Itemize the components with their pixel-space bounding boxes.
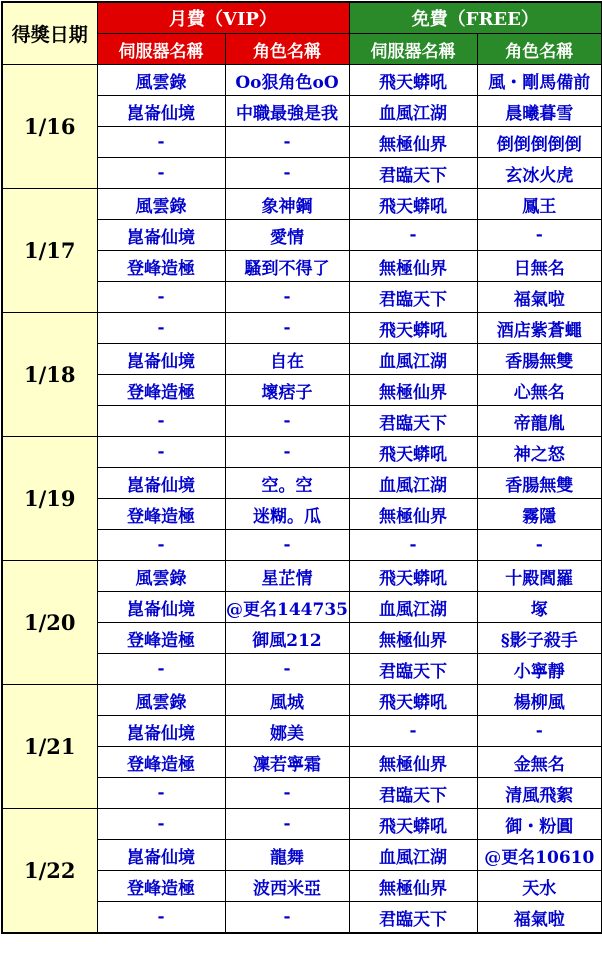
vip-server-cell: 崑崙仙境: [97, 220, 225, 251]
vip-group-header: 月費（VIP）: [97, 2, 349, 34]
free-server-cell: 飛天蟒吼: [349, 685, 477, 716]
vip-role-cell: -: [225, 809, 349, 840]
free-server-cell: 飛天蟒吼: [349, 561, 477, 592]
free-server-cell: 飛天蟒吼: [349, 189, 477, 220]
vip-server-cell: -: [97, 282, 225, 313]
free-server-cell: 君臨天下: [349, 406, 477, 437]
free-role-cell: 玄冰火虎: [477, 158, 602, 189]
free-role-cell: 神之怒: [477, 437, 602, 468]
table-row: [2, 313, 602, 344]
vip-server-cell: 崑崙仙境: [97, 592, 225, 623]
free-server-cell: 無極仙界: [349, 127, 477, 158]
free-server-cell: 無極仙界: [349, 375, 477, 406]
free-server-cell: 無極仙界: [349, 623, 477, 654]
free-server-cell: 君臨天下: [349, 902, 477, 934]
free-role-cell: §影子殺手: [477, 623, 602, 654]
free-role-cell: 清風飛絮: [477, 778, 602, 809]
free-role-cell: -: [477, 530, 602, 561]
vip-server-header: 伺服器名稱: [97, 34, 225, 65]
free-role-cell: 塚: [477, 592, 602, 623]
free-server-cell: -: [349, 716, 477, 747]
vip-role-cell: 自在: [225, 344, 349, 375]
vip-server-cell: 風雲錄: [97, 685, 225, 716]
free-role-cell: 天水: [477, 871, 602, 902]
vip-role-cell: 中職最強是我: [225, 96, 349, 127]
vip-role-cell: 凜若寧霜: [225, 747, 349, 778]
free-role-cell: 日無名: [477, 251, 602, 282]
free-server-cell: 無極仙界: [349, 499, 477, 530]
free-role-cell: 香腸無雙: [477, 344, 602, 375]
free-server-cell: 飛天蟒吼: [349, 65, 477, 96]
vip-server-cell: 登峰造極: [97, 871, 225, 902]
vip-role-cell: -: [225, 406, 349, 437]
free-role-cell: 楊柳風: [477, 685, 602, 716]
free-server-cell: 君臨天下: [349, 778, 477, 809]
vip-role-cell: 星芷情: [225, 561, 349, 592]
free-role-cell: 小寧靜: [477, 654, 602, 685]
vip-server-cell: -: [97, 127, 225, 158]
vip-server-cell: 登峰造極: [97, 251, 225, 282]
free-role-cell: 香腸無雙: [477, 468, 602, 499]
vip-role-cell: 壞痞子: [225, 375, 349, 406]
free-role-cell: 風・剛馬備前: [477, 65, 602, 96]
free-server-cell: 飛天蟒吼: [349, 313, 477, 344]
vip-role-cell: -: [225, 282, 349, 313]
vip-role-cell: -: [225, 902, 349, 934]
vip-server-cell: -: [97, 902, 225, 934]
free-server-cell: 無極仙界: [349, 251, 477, 282]
vip-server-cell: 登峰造極: [97, 623, 225, 654]
free-role-cell: 心無名: [477, 375, 602, 406]
free-server-cell: 血風江湖: [349, 468, 477, 499]
free-role-cell: 鳳王: [477, 189, 602, 220]
award-table-body: [2, 65, 602, 934]
award-date-cell: 1/19: [2, 437, 97, 561]
free-server-cell: 君臨天下: [349, 654, 477, 685]
vip-role-cell: 波西米亞: [225, 871, 349, 902]
free-role-cell: 酒店紫蒼蠅: [477, 313, 602, 344]
award-date-cell: 1/22: [2, 809, 97, 934]
vip-server-cell: 登峰造極: [97, 375, 225, 406]
vip-server-cell: -: [97, 437, 225, 468]
free-server-cell: 君臨天下: [349, 282, 477, 313]
vip-server-cell: 風雲錄: [97, 189, 225, 220]
vip-server-cell: -: [97, 778, 225, 809]
free-server-cell: 血風江湖: [349, 344, 477, 375]
vip-role-cell: 空。空: [225, 468, 349, 499]
free-server-cell: -: [349, 530, 477, 561]
vip-server-cell: 崑崙仙境: [97, 344, 225, 375]
vip-server-cell: -: [97, 809, 225, 840]
free-server-cell: 血風江湖: [349, 96, 477, 127]
vip-role-cell: -: [225, 313, 349, 344]
vip-role-cell: 象神鋼: [225, 189, 349, 220]
vip-role-cell: -: [225, 437, 349, 468]
vip-server-cell: -: [97, 313, 225, 344]
table-row: [2, 189, 602, 220]
free-role-cell: 霧隱: [477, 499, 602, 530]
award-date-cell: 1/16: [2, 65, 97, 189]
vip-role-cell: -: [225, 778, 349, 809]
vip-server-cell: 登峰造極: [97, 747, 225, 778]
vip-server-cell: -: [97, 158, 225, 189]
free-role-header: 角色名稱: [477, 34, 602, 65]
vip-role-cell: 龍舞: [225, 840, 349, 871]
table-row: [2, 437, 602, 468]
vip-role-cell: 騷到不得了: [225, 251, 349, 282]
vip-server-cell: -: [97, 530, 225, 561]
vip-role-cell: 御風212: [225, 623, 349, 654]
award-winners-table: [1, 1, 602, 934]
free-role-cell: 晨曦暮雪: [477, 96, 602, 127]
table-row: [2, 685, 602, 716]
vip-role-cell: 迷糊。瓜: [225, 499, 349, 530]
free-role-cell: 御・粉圓: [477, 809, 602, 840]
free-server-cell: 血風江湖: [349, 592, 477, 623]
date-column-header: 得獎日期: [2, 2, 97, 65]
free-role-cell: 倒倒倒倒倒: [477, 127, 602, 158]
vip-server-cell: 登峰造極: [97, 499, 225, 530]
vip-server-cell: 崑崙仙境: [97, 96, 225, 127]
free-server-cell: -: [349, 220, 477, 251]
free-role-cell: 十殿閻羅: [477, 561, 602, 592]
free-server-cell: 血風江湖: [349, 840, 477, 871]
free-server-cell: 無極仙界: [349, 871, 477, 902]
free-role-cell: 帝龍胤: [477, 406, 602, 437]
vip-server-cell: 崑崙仙境: [97, 840, 225, 871]
award-date-cell: 1/17: [2, 189, 97, 313]
vip-server-cell: -: [97, 654, 225, 685]
vip-role-cell: 愛情: [225, 220, 349, 251]
table-row: [2, 65, 602, 96]
free-role-cell: @更名10610: [477, 840, 602, 871]
award-date-cell: 1/21: [2, 685, 97, 809]
free-group-header: 免費（FREE）: [349, 2, 602, 34]
table-row: [2, 809, 602, 840]
vip-role-cell: -: [225, 654, 349, 685]
free-server-cell: 飛天蟒吼: [349, 437, 477, 468]
vip-server-cell: 崑崙仙境: [97, 468, 225, 499]
award-date-cell: 1/20: [2, 561, 97, 685]
free-role-cell: 福氣啦: [477, 902, 602, 934]
vip-server-cell: -: [97, 406, 225, 437]
vip-role-cell: 娜美: [225, 716, 349, 747]
table-row: [2, 561, 602, 592]
free-server-cell: 君臨天下: [349, 158, 477, 189]
vip-role-cell: -: [225, 530, 349, 561]
vip-server-cell: 風雲錄: [97, 561, 225, 592]
vip-role-header: 角色名稱: [225, 34, 349, 65]
free-role-cell: -: [477, 220, 602, 251]
vip-role-cell: -: [225, 158, 349, 189]
vip-role-cell: Oo狠角色oO: [225, 65, 349, 96]
vip-server-cell: 風雲錄: [97, 65, 225, 96]
vip-role-cell: -: [225, 127, 349, 158]
free-role-cell: 金無名: [477, 747, 602, 778]
free-server-header: 伺服器名稱: [349, 34, 477, 65]
free-server-cell: 飛天蟒吼: [349, 809, 477, 840]
free-server-cell: 無極仙界: [349, 747, 477, 778]
vip-role-cell: 風城: [225, 685, 349, 716]
award-date-cell: 1/18: [2, 313, 97, 437]
free-role-cell: -: [477, 716, 602, 747]
vip-role-cell: @更名144735: [225, 592, 349, 623]
vip-server-cell: 崑崙仙境: [97, 716, 225, 747]
free-role-cell: 福氣啦: [477, 282, 602, 313]
